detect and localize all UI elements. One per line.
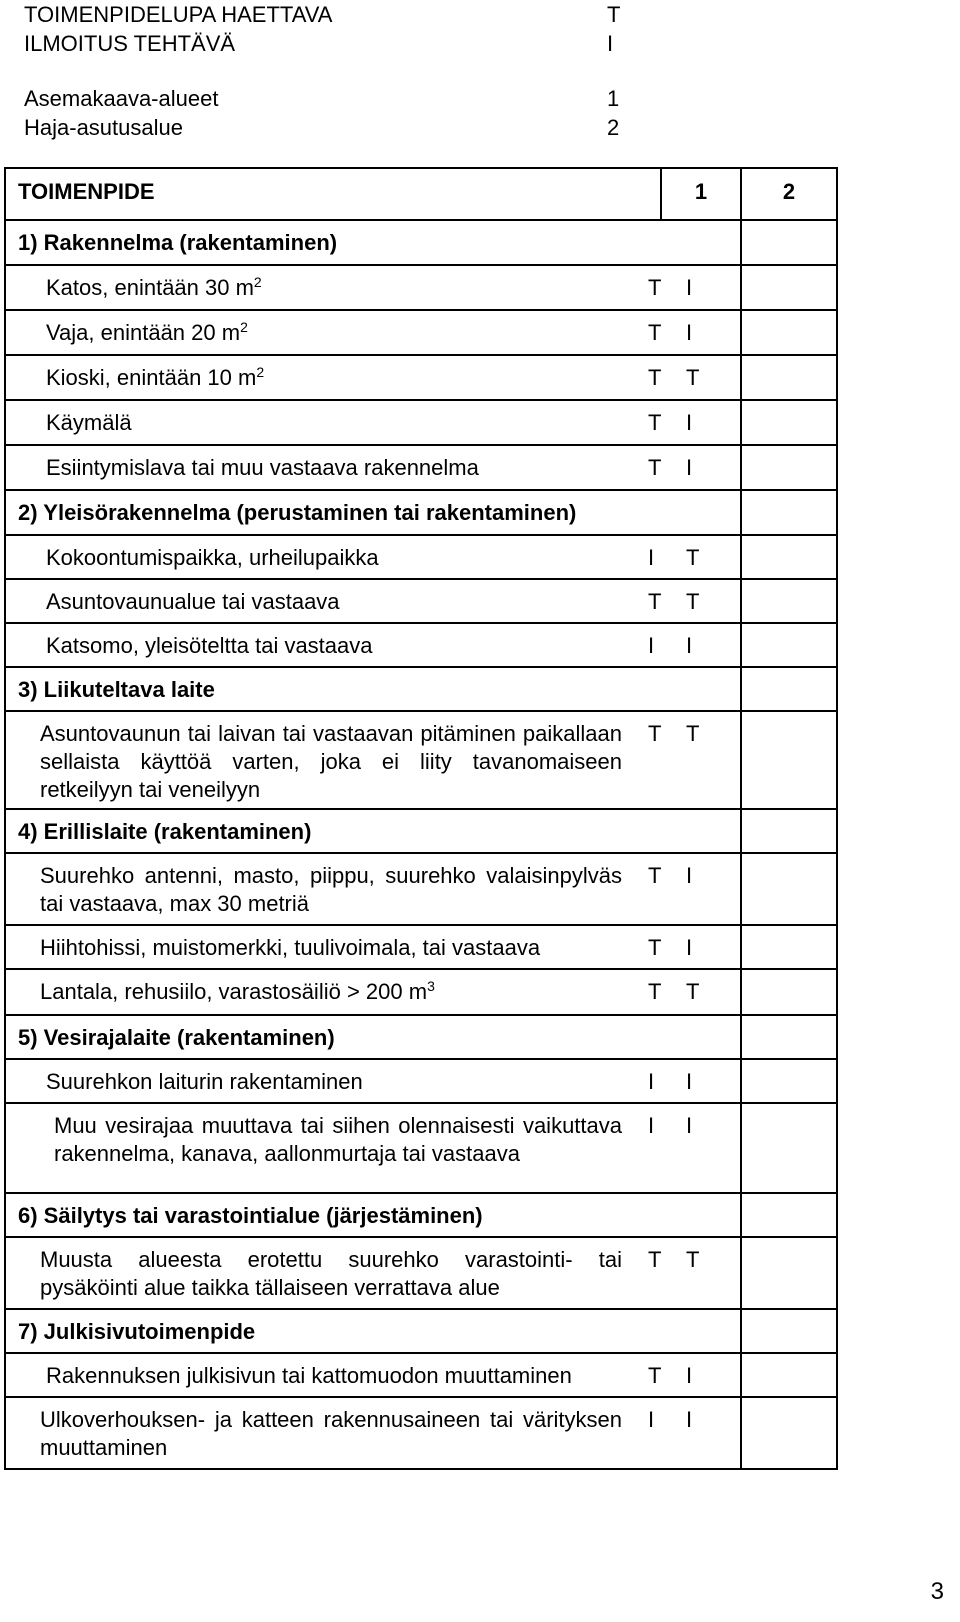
superscript: 2 — [256, 364, 265, 380]
code-col-1: I — [648, 1407, 655, 1432]
item-codes — [640, 624, 740, 660]
item-label: Ulkoverhouksen- ja katteen rakennusaineen tai värityksen muuttaminen — [40, 1407, 622, 1460]
page-number: 3 — [930, 1578, 944, 1605]
item-codes — [640, 401, 740, 437]
table-row — [5, 623, 837, 667]
code-col-1: T — [648, 589, 662, 614]
item-codes — [640, 970, 740, 1006]
legend-code: I — [607, 31, 614, 56]
code-col-2: I — [686, 1407, 693, 1432]
code-col-2: I — [686, 275, 693, 300]
superscript: 2 — [240, 319, 248, 335]
code-col-2: I — [686, 863, 693, 888]
section-row — [5, 220, 837, 265]
code-col-1: T — [648, 455, 662, 480]
item-label: Katos, enintään 30 $m^2$ — [46, 274, 262, 300]
item-label: Suurehko antenni, masto, piippu, suurehko valaisinpylväs tai vastaava, max 30 metriä — [40, 863, 622, 916]
code-col-2: T — [686, 1247, 700, 1272]
code-col-2: T — [686, 545, 700, 570]
table-row — [5, 1103, 837, 1193]
item-label: Hiihtohissi, muistomerkki, tuulivoimala, tai vastaava — [40, 935, 541, 960]
item-codes — [640, 712, 740, 748]
section-row — [5, 667, 837, 711]
code-col-1: T — [648, 275, 662, 300]
item-codes — [640, 1354, 740, 1390]
code-col-1: T — [648, 365, 662, 390]
item-label: Muu vesirajaa muuttava tai siihen olennaisesti vaikuttava rakennelma, kanava, aallonmurtaja tai vastaava — [54, 1113, 622, 1166]
section-row — [5, 1015, 837, 1059]
area-code: 2 — [607, 115, 620, 140]
item-label: Rakennuksen julkisivun tai kattomuodon muuttaminen — [46, 1363, 572, 1388]
table-header — [5, 168, 837, 220]
item-label: Esiintymislava tai muu vastaava rakennelma — [46, 455, 479, 480]
area-row — [24, 113, 644, 142]
code-col-1: I — [648, 1069, 655, 1094]
item-label: Muusta alueesta erotettu suurehko varastointi- tai pysäköinti alue taikka tällaiseen verrattava alue — [40, 1247, 622, 1300]
code-col-2: I — [686, 1363, 693, 1388]
area-label: Haja-asutusalue — [24, 115, 183, 140]
code-col-2: I — [686, 410, 693, 435]
area-code: 1 — [607, 86, 620, 111]
item-codes — [640, 266, 740, 302]
code-col-2: I — [686, 1113, 693, 1138]
table-row — [5, 1397, 837, 1469]
section-title: 4) Erillislaite (rakentaminen) — [18, 819, 312, 844]
code-col-1: I — [648, 1113, 655, 1138]
code-col-2: T — [686, 589, 700, 614]
code-col-1: I — [648, 633, 655, 658]
legend-label: TOIMENPIDELUPA HAETTAVA — [24, 2, 333, 27]
section-title: 2) Yleisörakennelma (perustaminen tai rakentaminen) — [18, 500, 577, 525]
item-codes — [640, 536, 740, 572]
section-row — [5, 1193, 837, 1237]
table-row — [5, 265, 837, 310]
code-col-1: T — [648, 320, 662, 345]
code-col-1: T — [648, 410, 662, 435]
code-col-2: T — [686, 721, 700, 746]
table-row — [5, 535, 837, 579]
item-codes — [640, 926, 740, 962]
section-row — [5, 490, 837, 535]
code-col-1: T — [648, 1363, 662, 1388]
table-row — [5, 853, 837, 925]
section-row — [5, 1309, 837, 1353]
table-row — [5, 1237, 837, 1309]
item-codes — [640, 311, 740, 347]
code-col-2: I — [686, 320, 693, 345]
legend-label: ILMOITUS TEHTÄVÄ — [24, 31, 236, 56]
legend — [24, 0, 644, 142]
item-label: Kioski, enintään 10 $m^2$ — [46, 364, 265, 390]
area-row — [24, 84, 644, 113]
permit-table — [4, 167, 838, 1470]
item-codes — [640, 1060, 740, 1096]
code-col-2: I — [686, 455, 693, 480]
table-row — [5, 925, 837, 969]
table-row — [5, 310, 837, 355]
section-title: 6) Säilytys tai varastointialue (järjestäminen) — [18, 1203, 483, 1228]
item-codes — [640, 580, 740, 616]
code-col-2: T — [686, 365, 700, 390]
code-col-1: T — [648, 863, 662, 888]
table-row — [5, 445, 837, 490]
table-row — [5, 1353, 837, 1397]
item-codes — [640, 854, 740, 890]
item-codes — [640, 446, 740, 482]
section-title: 7) Julkisivutoimenpide — [18, 1319, 256, 1344]
item-label: Kokoontumispaikka, urheilupaikka — [46, 545, 379, 570]
item-label: Asuntovaunualue tai vastaava — [46, 589, 340, 614]
item-codes — [640, 1104, 740, 1140]
code-col-2: I — [686, 1069, 693, 1094]
code-col-2: I — [686, 935, 693, 960]
item-label: Vaja, enintään 20 $m^2$ — [46, 319, 248, 345]
section-row — [5, 809, 837, 853]
item-label: Lantala, rehusiilo, varastosäiliö > 200 $m^3$ — [40, 978, 435, 1004]
section-title: 3) Liikuteltava laite — [18, 677, 215, 702]
legend-row — [24, 0, 644, 29]
code-col-1: T — [648, 1247, 662, 1272]
item-codes — [640, 356, 740, 392]
code-col-1: T — [648, 979, 662, 1004]
superscript: 3 — [427, 978, 435, 994]
code-col-1: T — [648, 935, 662, 960]
table-row — [5, 579, 837, 623]
superscript: 2 — [253, 274, 262, 290]
item-codes — [640, 1398, 740, 1434]
item-codes — [640, 1238, 740, 1274]
area-label: Asemakaava-alueet — [24, 86, 219, 111]
header-col-1: 1 — [661, 168, 741, 220]
legend-code: T — [607, 2, 621, 27]
table-row — [5, 355, 837, 400]
code-col-2: I — [686, 633, 693, 658]
header-label: TOIMENPIDE — [5, 168, 661, 220]
item-label: Katsomo, yleisöteltta tai vastaava — [46, 633, 373, 658]
code-col-1: I — [648, 545, 655, 570]
legend-row — [24, 29, 644, 58]
section-title: 1) Rakennelma (rakentaminen) — [18, 230, 338, 255]
code-col-1: T — [648, 721, 662, 746]
item-label: Asuntovaunun tai laivan tai vastaavan pitäminen paikallaan sellaista käyttöä varten, joka ei liity tavanomaiseen retkeilyyn tai veneilyyn — [40, 721, 622, 802]
table-row — [5, 1059, 837, 1103]
item-label: Käymälä — [46, 410, 132, 435]
section-title: 5) Vesirajalaite (rakentaminen) — [18, 1025, 335, 1050]
table-row — [5, 969, 837, 1015]
item-label: Suurehkon laiturin rakentaminen — [46, 1069, 363, 1094]
code-col-2: T — [686, 979, 700, 1004]
table-row — [5, 711, 837, 809]
table-row — [5, 400, 837, 445]
header-col-2: 2 — [741, 168, 837, 220]
